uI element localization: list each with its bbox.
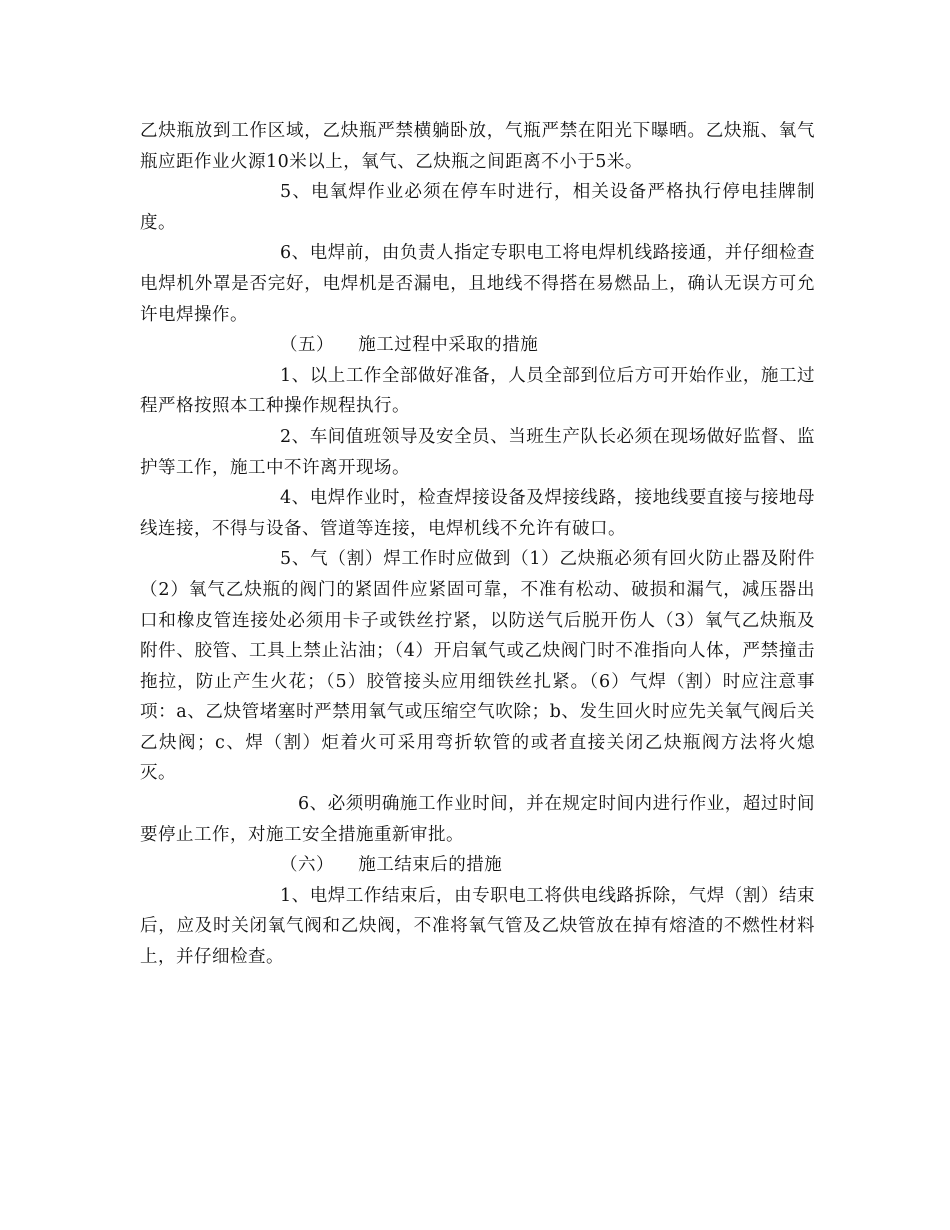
paragraph-completion-item-1: 1、电焊工作结束后，由专职电工将供电线路拆除，气焊（割）结束后，应及时关闭氧气阀和乙炔阀，不准将氧气管及乙炔管放在掉有熔渣的不燃性材料上，并仔细检查。 — [140, 885, 815, 968]
paragraph-item-5-power-off: 5、电氧焊作业必须在停车时进行，相关设备严格执行停电挂牌制度。 — [140, 182, 815, 233]
paragraph-construction-item-2: 2、车间值班领导及安全员、当班生产队长必须在现场做好监督、监护等工作，施工中不许离开现场。 — [140, 426, 815, 478]
paragraph-construction-item-6: 6、必须明确施工作业时间，并在规定时间内进行作业，超过时间要停止工作，对施工安全措施重新审批。 — [140, 794, 815, 845]
section-heading-5: （五） 施工过程中采取的措施 — [280, 335, 539, 356]
paragraph-construction-item-1: 1、以上工作全部做好准备，人员全部到位后方可开始作业，施工过程严格按照本工种操作规程执行。 — [140, 365, 815, 417]
paragraph-item-6-welder-check: 6、电焊前，由负责人指定专职电工将电焊机线路接通，并仔细检查电焊机外罩是否完好，电焊机是否漏电，且地线不得搭在易燃品上，确认无误方可允许电焊操作。 — [140, 243, 815, 325]
document-body — [140, 116, 815, 973]
paragraph-construction-item-4: 4、电焊作业时，检查焊接设备及焊接线路，接地线要直接与接地母线连接，不得与设备、管道等连接，电焊机线不允许有破口。 — [140, 488, 815, 539]
section-heading-6: （六） 施工结束后的措施 — [280, 855, 503, 876]
paragraph-construction-item-5: 5、气（割）焊工作时应做到（1）乙炔瓶必须有回火防止器及附件（2）氧气乙炔瓶的阀门的紧固件应紧固可靠，不准有松动、破损和漏气，减压器出口和橡皮管连接处必须用卡子或铁丝拧紧，以防送气后脱开伤人（3）氧气乙炔瓶及附件、胶管、工具上禁止沾油；（4）开启氧气或乙炔阀门时不准指向人体，严禁撞击拖拉，防止产生火花；（5）胶管接头应用细铁丝扎紧。（6）气焊（割）时应注意事项：a、乙炔管堵塞时严禁用氧气或压缩空气吹除；b、发生回火时应先关氧气阀后关乙炔阀；c、焊（割）炬着火可采用弯折软管的或者直接关闭乙炔瓶阀方法将火熄灭。 — [140, 549, 815, 784]
paragraph-acetylene-placement: 乙炔瓶放到工作区域，乙炔瓶严禁横躺卧放，气瓶严禁在阳光下曝晒。乙炔瓶、氧气瓶应距作业火源10米以上，氧气、乙炔瓶之间距离不小于5米。 — [140, 121, 815, 172]
